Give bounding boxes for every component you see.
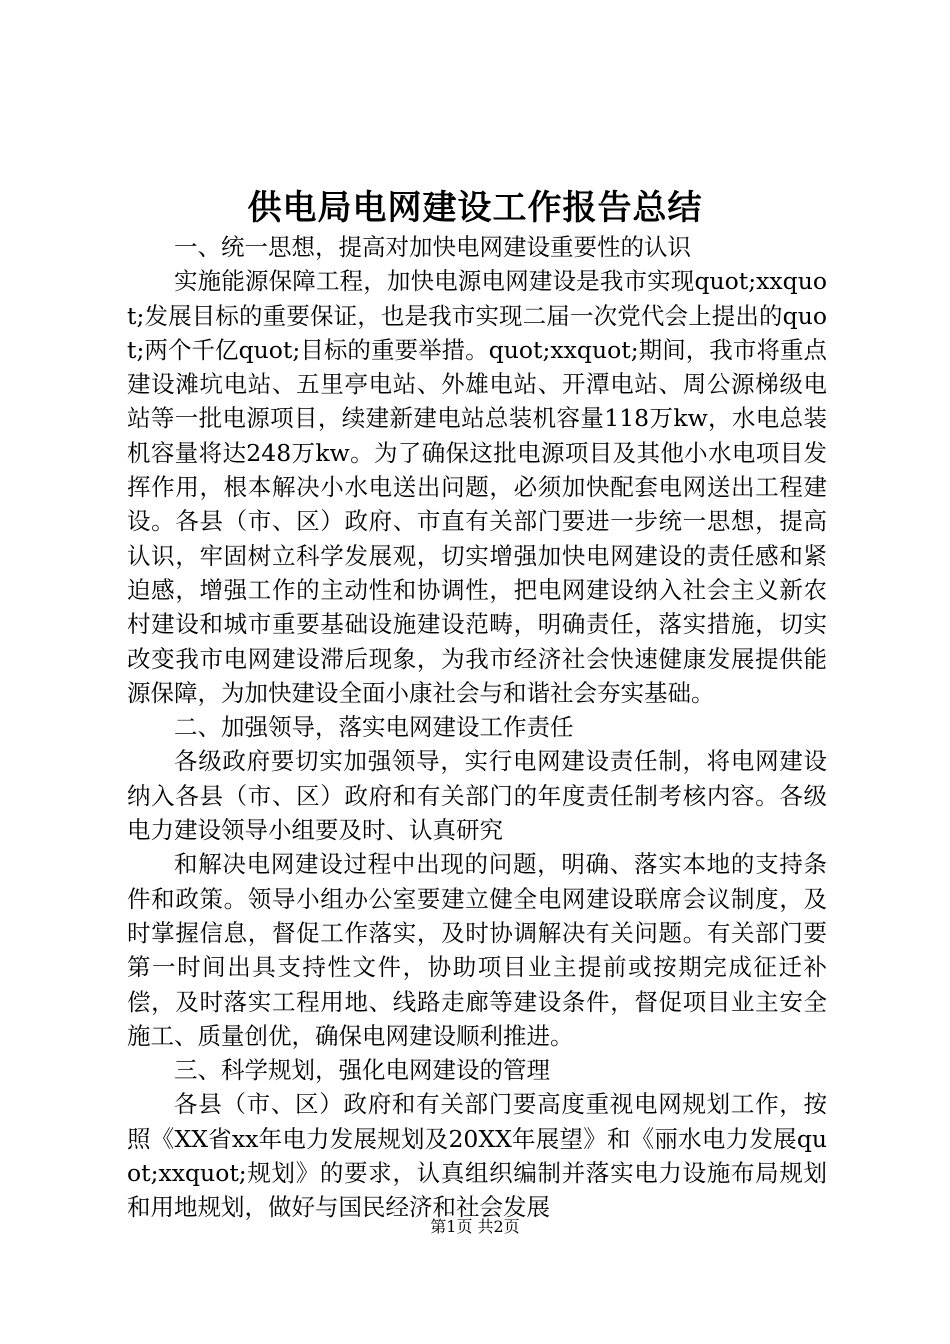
body-paragraph-2: 各级政府要切实加强领导，实行电网建设责任制，将电网建设纳入各县（市、区）政府和有关部门的年度责任制考核内容。各级电力建设领导小组要及时、认真研究 (127, 747, 827, 845)
section-heading-3: 三、科学规划，强化电网建设的管理 (174, 1056, 550, 1085)
document-title: 供电局电网建设工作报告总结 (247, 188, 703, 228)
body-paragraph-4: 各县（市、区）政府和有关部门要高度重视电网规划工作，按照《XX省xx年电力发展规划及20XX年展望》和《丽水电力发展quot;xxquot;规划》的要求，认真组织编制并落实电力设施布局规划和用地规划，做好与国民经济和社会发展 (127, 1090, 827, 1222)
body-paragraph-1: 实施能源保障工程，加快电源电网建设是我市实现quot;xxquot;发展目标的重要保证，也是我市实现二届一次党代会上提出的quot;两个千亿quot;目标的重要举措。quot;xxquot;期间，我市将重点建设滩坑电站、五里亭电站、外雄电站、开潭电站、周公源梯级电站等一批电源项目，续建新建电站总装机容量118万kw，水电总装机容量将达248万kw。为了确保这批电源项目及其他小水电项目发挥作用，根本解决小水电送出问题，必须加快配套电网送出工程建设。各县（市、区）政府、市直有关部门要进一步统一思想，提高认识，牢固树立科学发展观，切实增强加快电网建设的责任感和紧迫感，增强工作的主动性和协调性，把电网建设纳入社会主义新农村建设和城市重要基础设施建设范畴，明确责任，落实措施，切实改变我市电网建设滞后现象，为我市经济社会快速健康发展提供能源保障，为加快建设全面小康社会与和谐社会夯实基础。 (127, 267, 827, 707)
section-heading-1: 一、统一思想，提高对加快电网建设重要性的认识 (174, 233, 691, 261)
document-body (127, 230, 827, 1225)
body-paragraph-3: 和解决电网建设过程中出现的问题，明确、落实本地的支持条件和政策。领导小组办公室要建立健全电网建设联席会议制度，及时掌握信息，督促工作落实，及时协调解决有关问题。有关部门要第一时间出具支持性文件，协助项目业主提前或按期完成征迁补偿，及时落实工程用地、线路走廊等建设条件，督促项目业主安全施工、质量创优，确保电网建设顺利推进。 (127, 850, 827, 1050)
section-heading-2: 二、加强领导，落实电网建设工作责任 (174, 713, 574, 742)
page-footer: 第1页 共2页 (430, 1217, 520, 1236)
